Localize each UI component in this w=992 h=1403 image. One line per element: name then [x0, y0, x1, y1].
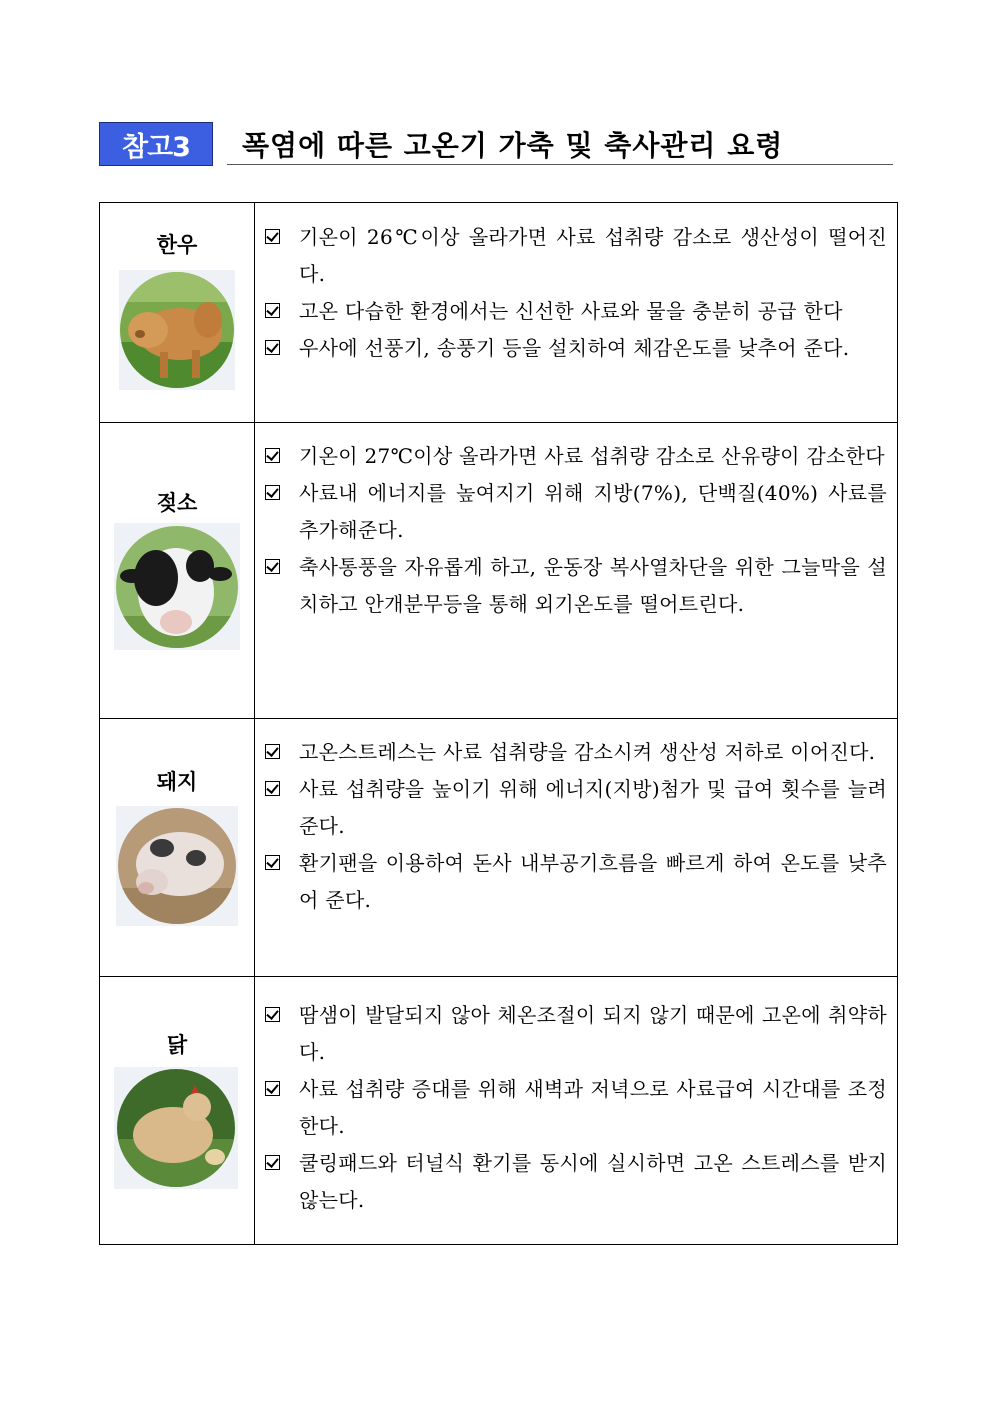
table-row	[100, 977, 898, 1245]
checkbox-icon	[265, 1081, 280, 1096]
list-item: 기온이 27℃이상 올라가면 사료 섭취량 감소로 산유량이 감소한다	[255, 438, 897, 475]
checkbox-icon	[265, 1007, 280, 1022]
checkbox-icon	[265, 448, 280, 463]
checkbox-icon	[265, 229, 280, 244]
list-item: 사료 섭취량을 높이기 위해 에너지(지방)첨가 및 급여 횟수를 늘려준다.	[255, 771, 897, 845]
page-title: 폭염에 따른 고온기 가축 및 축사관리 요령	[242, 129, 784, 162]
checkbox-icon	[265, 303, 280, 318]
animal-name: 한우	[156, 233, 198, 257]
list-item: 사료 섭취량 증대를 위해 새벽과 저녁으로 사료급여 시간대를 조정한다.	[255, 1071, 897, 1145]
section-header	[99, 122, 893, 168]
table-row	[100, 203, 898, 423]
checkbox-icon	[265, 744, 280, 759]
list-item: 환기팬을 이용하여 돈사 내부공기흐름을 빠르게 하여 온도를 낮추어 준다.	[255, 845, 897, 919]
checkbox-icon	[265, 559, 280, 574]
checkbox-icon	[265, 485, 280, 500]
title-underline	[227, 164, 893, 165]
list-item: 축사통풍을 자유롭게 하고, 운동장 복사열차단을 위한 그늘막을 설치하고 안개분무등을 통해 외기온도를 떨어트린다.	[255, 549, 897, 623]
checkbox-icon	[265, 1155, 280, 1170]
animal-cell	[100, 203, 255, 423]
guideline-cell	[255, 423, 898, 719]
animal-cell	[100, 977, 255, 1245]
list-item: 쿨링패드와 터널식 환기를 동시에 실시하면 고온 스트레스를 받지 않는다.	[255, 1145, 897, 1219]
animal-cell	[100, 423, 255, 719]
table-row	[100, 719, 898, 977]
reference-badge: 참고3	[99, 122, 213, 166]
checkbox-icon	[265, 340, 280, 355]
checkbox-icon	[265, 781, 280, 796]
list-item: 고온스트레스는 사료 섭취량을 감소시켜 생산성 저하로 이어진다.	[255, 734, 897, 771]
chicken-photo	[117, 1069, 235, 1187]
guideline-cell	[255, 977, 898, 1245]
checkbox-icon	[265, 855, 280, 870]
dairy-cow-photo	[116, 526, 238, 648]
livestock-guidelines-table	[99, 202, 898, 1245]
list-item: 우사에 선풍기, 송풍기 등을 설치하여 체감온도를 낮추어 준다.	[255, 330, 897, 367]
animal-name: 닭	[166, 1033, 188, 1057]
table-row	[100, 423, 898, 719]
pig-photo	[118, 808, 236, 924]
list-item: 고온 다습한 환경에서는 신선한 사료와 물을 충분히 공급 한다	[255, 293, 897, 330]
guideline-cell	[255, 719, 898, 977]
list-item: 땀샘이 발달되지 않아 체온조절이 되지 않기 때문에 고온에 취약하다.	[255, 997, 897, 1071]
animal-name: 젖소	[156, 491, 198, 515]
animal-name: 돼지	[156, 770, 198, 794]
list-item: 사료내 에너지를 높여지기 위해 지방(7%), 단백질(40%) 사료를 추가해준다.	[255, 475, 897, 549]
cow-photo	[120, 272, 234, 388]
list-item: 기온이 26℃이상 올라가면 사료 섭취량 감소로 생산성이 떨어진다.	[255, 219, 897, 293]
guideline-cell	[255, 203, 898, 423]
animal-cell	[100, 719, 255, 977]
